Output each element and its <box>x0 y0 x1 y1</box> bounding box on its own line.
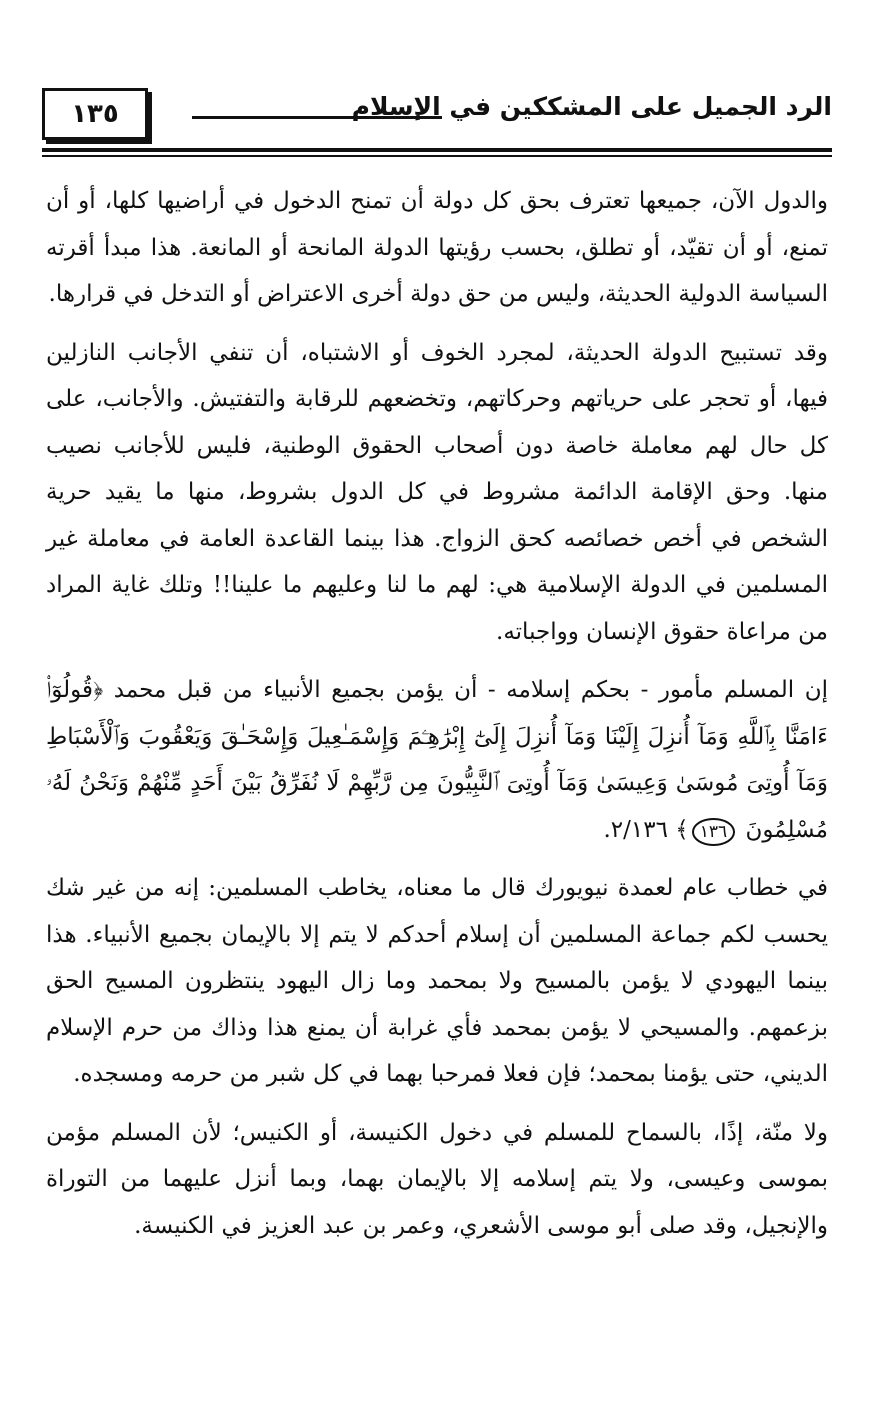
paragraph-3: في خطاب عام لعمدة نيويورك قال ما معناه، يخاطب المسلمين: إنه من غير شك يحسب لكم جماعة المسلمين أن إسلام أحدكم لا يتم إلا بالإيمان بجميع الأنبياء. هذا بينما اليهودي لا يؤمن بالمسيح ولا بمحمد وما زال اليهود ينتظرون المسيح الحق بزعمهم. والمسيحي لا يؤمن بمحمد فأي غرابة أن يمنع هذا وذاك من حرم الإسلام الديني، حتى يؤمنا بمحمد؛ فإن فعلا فمرحبا بهما في كل شبر من حرمه ومسجده. <box>46 875 828 1087</box>
quran-closing-bracket: ﴾ <box>675 816 689 843</box>
paragraph-4: ولا منّة، إذًا، بالسماح للمسلم في دخول الكنيسة، أو الكنيس؛ لأن المسلم مؤمن بموسى وعيسى، ولا يتم إسلامه إلا بالإيمان بهما، وبما أنزل عليهما من التوراة والإنجيل، وقد صلى أبو موسى الأشعري، وعمر بن عبد العزيز في الكنيسة. <box>46 1119 828 1239</box>
paragraph-2: وقد تستبيح الدولة الحديثة، لمجرد الخوف أو الاشتباه، أن تنفي الأجانب النازلين فيها، أو تحجر على حرياتهم وحركاتهم، وتخضعهم للرقابة والتفتيش. والأجانب، على كل حال لهم معاملة خاصة دون أصحاب الحقوق الوطنية، فليس للأجانب نصيب منها. وحق الإقامة الدائمة مشروط في كل الدول بشروط، منها ما يقيد حرية الشخص في أخص خصائصه كحق الزواج. هذا بينما القاعدة العامة في معاملة غير المسلمين في الدولة الإسلامية هي: لهم ما لنا وعليهم ما علينا!! وتلك غاية المراد من مراعاة حقوق الإنسان وواجباته. <box>46 339 829 645</box>
page-body <box>46 178 828 1261</box>
header-divider-thin <box>42 155 832 157</box>
page-number: ١٣٥ <box>71 99 119 129</box>
page-number-box <box>42 88 148 140</box>
paragraph-quran <box>46 667 828 853</box>
ayah-number-mark: ١٣٦ <box>692 818 735 846</box>
running-title: الرد الجميل على المشككين في الإسلام <box>351 92 832 121</box>
paragraph-1: والدول الآن، جميعها تعترف بحق كل دولة أن تمنح الدخول في أراضيها كلها، أو أن تمنع، أو أن تقيّد، أو تطلق، بحسب رؤيتها الدولة المانحة أو المانعة. هذا مبدأ أقرته السياسة الدولية الحديثة، وليس من حق دولة أخرى الاعتراض أو التدخل في قرارها. <box>46 188 828 307</box>
header-divider-thick <box>42 148 832 152</box>
quran-reference: ٢/١٣٦. <box>603 816 668 843</box>
page-header <box>42 88 832 148</box>
quran-verse: ﴿قُولُوٓا۟ ءَامَنَّا بِٱللَّهِ وَمَآ أُنزِلَ إِلَيْنَا وَمَآ أُنزِلَ إِلَىٰٓ إِبْرَٰهِـۧمَ وَإِسْمَـٰعِيلَ وَإِسْحَـٰقَ وَيَعْقُوبَ وَٱلْأَسْبَاطِ وَمَآ أُوتِىَ مُوسَىٰ وَعِيسَىٰ وَمَآ أُوتِىَ ٱلنَّبِيُّونَ مِن رَّبِّهِمْ لَا نُفَرِّقُ بَيْنَ أَحَدٍ مِّنْهُمْ وَنَحْنُ لَهُۥ مُسْلِمُونَ <box>46 677 828 843</box>
quran-intro: إن المسلم مأمور - بحكم إسلامه - أن يؤمن بجميع الأنبياء من قبل محمد <box>113 677 828 703</box>
